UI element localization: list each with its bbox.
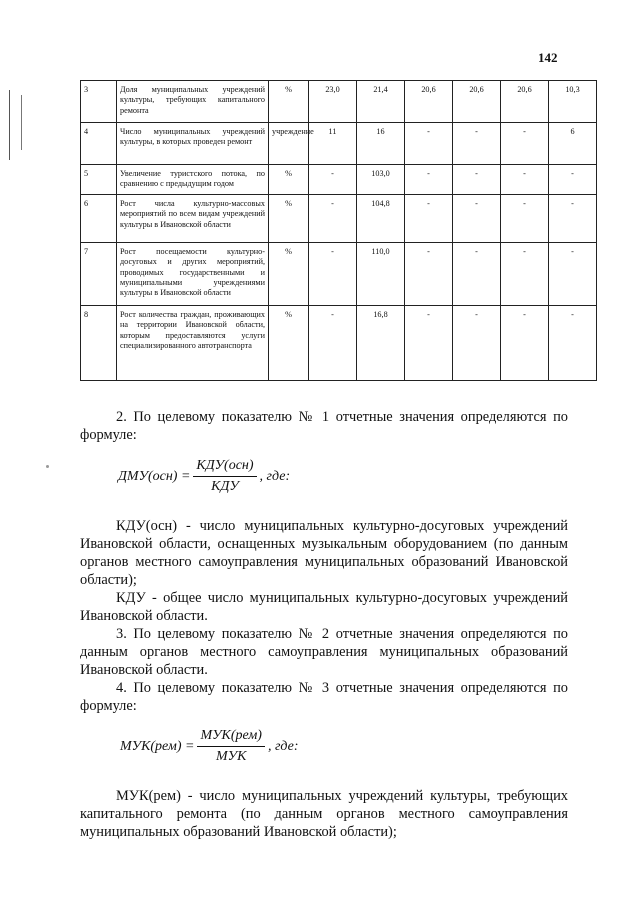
row-number-cell: 7 — [81, 243, 117, 306]
value-cell: 21,4 — [357, 81, 405, 123]
table-row — [81, 123, 597, 165]
value-cell: - — [453, 123, 501, 165]
formula-suffix: , где: — [267, 738, 299, 754]
value-cell: 104,8 — [357, 195, 405, 243]
value-cell: - — [453, 195, 501, 243]
value-cell: - — [309, 195, 357, 243]
paragraph-2: 2. По целевому показателю № 1 отчетные значения определяются по формуле: — [80, 409, 568, 443]
unit-cell: % — [269, 195, 309, 243]
fraction — [193, 458, 256, 495]
formula-dmu — [118, 458, 290, 495]
value-cell: 11 — [309, 123, 357, 165]
indicator-name-cell: Рост посещаемости культурно-досуговых и других мероприятий, проводимых государственными и муниципальными учреждениями культуры в Ивановской области — [117, 243, 269, 306]
value-cell: 110,0 — [357, 243, 405, 306]
formula-lhs: ДМУ(осн) = — [118, 468, 191, 484]
value-cell: - — [309, 243, 357, 306]
unit-cell: учреждение — [269, 123, 309, 165]
value-cell: - — [309, 306, 357, 381]
value-cell: - — [501, 123, 549, 165]
indicator-name-cell: Число муниципальных учреждений культуры, в которых проведен ремонт — [117, 123, 269, 165]
fraction-numerator: МУК(рем) — [197, 728, 265, 747]
unit-cell: % — [269, 243, 309, 306]
scan-margin-line — [9, 90, 10, 160]
table-row — [81, 81, 597, 123]
scan-margin-line — [21, 95, 22, 150]
fraction-denominator: КДУ — [211, 479, 239, 494]
value-cell: - — [549, 306, 597, 381]
value-cell: 16 — [357, 123, 405, 165]
row-number-cell: 6 — [81, 195, 117, 243]
indicator-name-cell: Доля муниципальных учреждений культуры, требующих капитального ремонта — [117, 81, 269, 123]
table-row — [81, 306, 597, 381]
value-cell: - — [501, 243, 549, 306]
row-number-cell: 8 — [81, 306, 117, 381]
indicator-name-cell: Рост числа культурно-массовых мероприятий по всем видам учреждений культуры в Ивановской области — [117, 195, 269, 243]
indicator-name-cell: Рост количества граждан, проживающих на территории Ивановской области, которым предоставляются услуги специализированного автотранспорта — [117, 306, 269, 381]
row-number-cell: 5 — [81, 165, 117, 195]
unit-cell: % — [269, 306, 309, 381]
row-number-cell: 3 — [81, 81, 117, 123]
value-cell: - — [405, 195, 453, 243]
formula-lhs: МУК(рем) = — [120, 738, 195, 754]
value-cell: 20,6 — [453, 81, 501, 123]
fraction-denominator: МУК — [216, 749, 247, 764]
value-cell: - — [549, 165, 597, 195]
definition-kdu-osn: КДУ(осн) - число муниципальных культурно-досуговых учреждений Ивановской области, оснащенных музыкальным оборудованием (по данным органов местного самоуправления муниципальных образований Ивановской области); — [80, 518, 568, 588]
value-cell: - — [549, 195, 597, 243]
unit-cell: % — [269, 165, 309, 195]
value-cell: 6 — [549, 123, 597, 165]
unit-cell: % — [269, 81, 309, 123]
value-cell: - — [501, 165, 549, 195]
definition-muk-rem: МУК(рем) - число муниципальных учреждений культуры, требующих капитального ремонта (по данным органов местного самоуправления муниципальных образований Ивановской области); — [80, 788, 568, 840]
page-number: 142 — [538, 50, 558, 65]
value-cell: - — [405, 165, 453, 195]
paragraph-3: 3. По целевому показателю № 2 отчетные значения определяются по данным органов местного самоуправления муниципальных образований Ивановской области. — [80, 626, 568, 678]
formula-suffix: , где: — [259, 468, 291, 484]
value-cell: - — [405, 306, 453, 381]
value-cell: 10,3 — [549, 81, 597, 123]
definition-kdu: КДУ - общее число муниципальных культурно-досуговых учреждений Ивановской области. — [80, 590, 568, 624]
table-row — [81, 243, 597, 306]
value-cell: - — [501, 195, 549, 243]
indicator-name-cell: Увеличение туристского потока, по сравнению с предыдущим годом — [117, 165, 269, 195]
value-cell: - — [405, 123, 453, 165]
value-cell: 23,0 — [309, 81, 357, 123]
table-row — [81, 195, 597, 243]
scan-speck — [46, 465, 49, 468]
fraction-numerator: КДУ(осн) — [193, 458, 256, 477]
value-cell: 20,6 — [405, 81, 453, 123]
value-cell: 103,0 — [357, 165, 405, 195]
value-cell: 16,8 — [357, 306, 405, 381]
value-cell: 20,6 — [501, 81, 549, 123]
indicators-table — [80, 80, 597, 381]
value-cell: - — [405, 243, 453, 306]
row-number-cell: 4 — [81, 123, 117, 165]
formula-muk — [120, 728, 299, 765]
value-cell: - — [453, 306, 501, 381]
table-row — [81, 165, 597, 195]
value-cell: - — [453, 165, 501, 195]
value-cell: - — [549, 243, 597, 306]
fraction — [197, 728, 265, 765]
paragraph-4: 4. По целевому показателю № 3 отчетные значения определяются по формуле: — [80, 680, 568, 714]
value-cell: - — [309, 165, 357, 195]
value-cell: - — [501, 306, 549, 381]
value-cell: - — [453, 243, 501, 306]
